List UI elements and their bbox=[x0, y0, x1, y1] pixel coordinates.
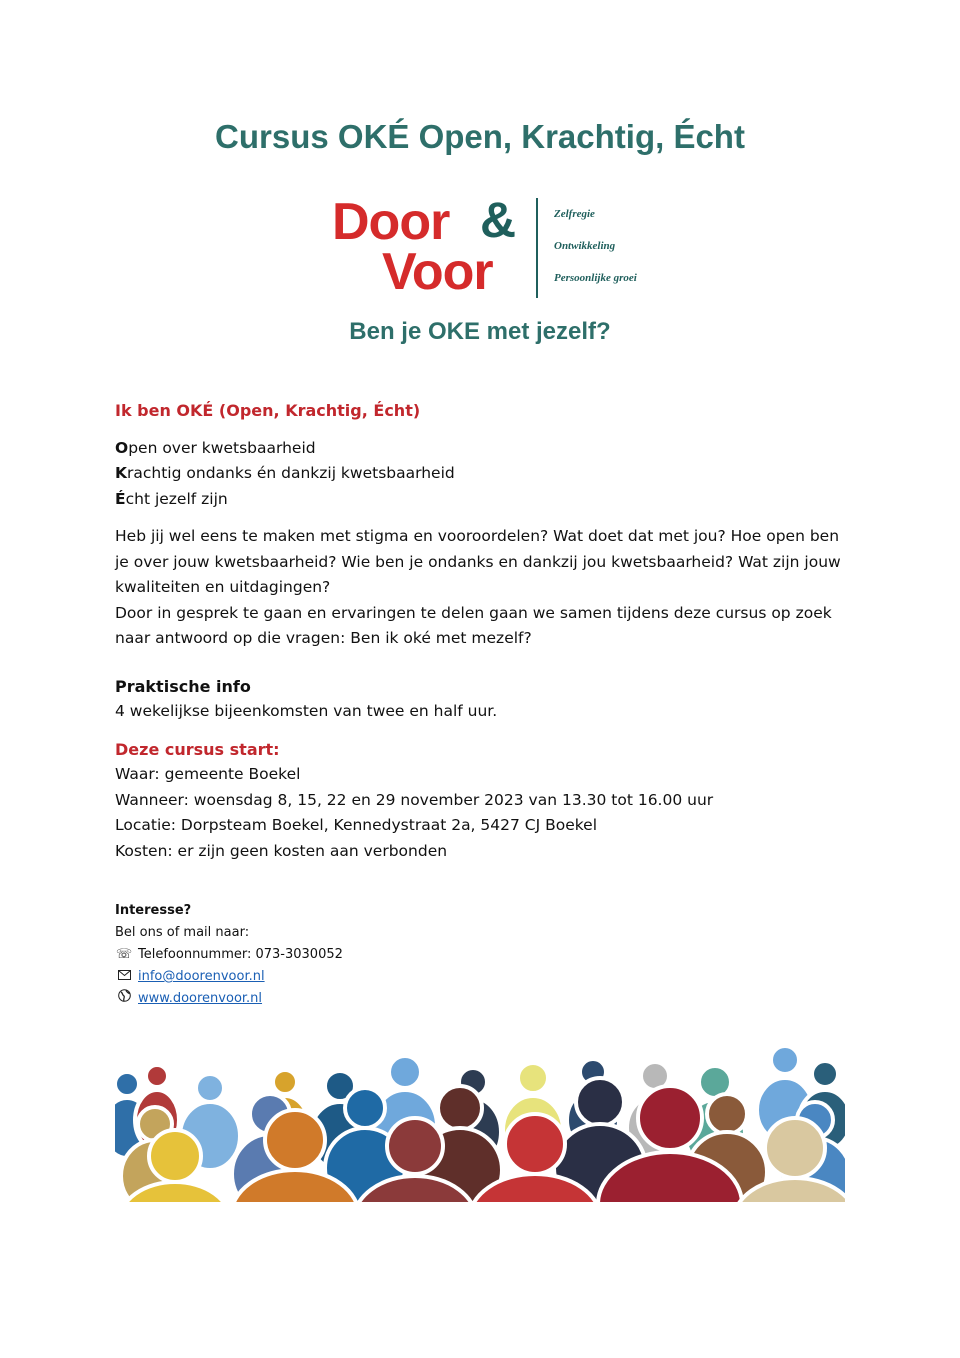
contact-phone: Telefoonnummer: 073-3030052 bbox=[138, 947, 343, 962]
oke-text: pen over kwetsbaarheid bbox=[128, 438, 316, 457]
contact-phone-row bbox=[115, 944, 845, 966]
logo-tag-ontwikkeling: Ontwikkeling bbox=[554, 240, 616, 252]
start-wanneer: Wanneer: woensdag 8, 15, 22 en 29 november 2023 van 13.30 tot 16.00 uur bbox=[115, 790, 714, 809]
contact-heading: Interesse? bbox=[115, 903, 192, 918]
envelope-icon bbox=[115, 966, 133, 988]
intro-heading: Ik ben OKÉ (Open, Krachtig, Écht) bbox=[115, 401, 421, 420]
logo-word-door: Door bbox=[332, 193, 450, 251]
contact-block bbox=[115, 900, 845, 1010]
oke-initial: O bbox=[115, 438, 129, 457]
start-kosten: Kosten: er zijn geen kosten aan verbonden bbox=[115, 841, 448, 860]
practical-text: 4 wekelijkse bijeenkomsten van twee en half uur. bbox=[115, 702, 498, 720]
oke-line-krachtig bbox=[115, 461, 845, 487]
oke-text: rachtig ondanks én dankzij kwetsbaarheid bbox=[127, 464, 455, 482]
contact-email-link[interactable]: info@doorenvoor.nl bbox=[138, 969, 265, 984]
oke-line-echt bbox=[115, 487, 845, 513]
flyer-content bbox=[115, 398, 845, 1010]
practical-heading: Praktische info bbox=[115, 676, 251, 696]
body-paragraph-questions: Heb jij wel eens te maken met stigma en vooroordelen? Wat doet dat met jou? Hoe open ben je over jouw kwetsbaarheid? Wie ben je ondanks en dankzij jou kwetsbaarheid? Wat zijn jouw kwaliteiten en uitdagingen? bbox=[115, 527, 841, 596]
logo-word-voor: Voor bbox=[382, 243, 493, 301]
oke-initial: É bbox=[115, 489, 126, 508]
contact-website-row bbox=[115, 988, 845, 1010]
body-paragraph-course: Door in gesprek te gaan en ervaringen te delen gaan we samen tijdens deze cursus op zoek naar antwoord op die vragen: Ben ik oké met mezelf? bbox=[115, 603, 832, 647]
start-heading: Deze cursus start: bbox=[115, 739, 280, 759]
contact-email-row bbox=[115, 966, 845, 988]
phone-icon: ☏ bbox=[115, 947, 133, 962]
globe-icon bbox=[115, 988, 133, 1010]
oke-initial: K bbox=[115, 464, 128, 482]
start-locatie: Locatie: Dorpsteam Boekel, Kennedystraat 2a, 5427 CJ Boekel bbox=[115, 816, 598, 834]
logo-ampersand: & bbox=[480, 192, 516, 248]
page-subtitle: Ben je OKE met jezelf? bbox=[349, 318, 611, 345]
start-waar: Waar: gemeente Boekel bbox=[115, 765, 301, 783]
logo-divider bbox=[536, 198, 538, 298]
contact-intro: Bel ons of mail naar: bbox=[115, 925, 250, 940]
page-title: Cursus OKÉ Open, Krachtig, Écht bbox=[215, 118, 745, 155]
oke-text: cht jezelf zijn bbox=[125, 489, 228, 508]
logo-tag-persoonlijke-groei: Persoonlijke groei bbox=[554, 272, 637, 284]
logo-tag-zelfregie: Zelfregie bbox=[554, 208, 595, 220]
oke-line-open bbox=[115, 436, 845, 462]
contact-website-link[interactable]: www.doorenvoor.nl bbox=[138, 991, 263, 1006]
crowd-illustration bbox=[115, 1036, 845, 1202]
door-en-voor-logo bbox=[330, 192, 650, 302]
